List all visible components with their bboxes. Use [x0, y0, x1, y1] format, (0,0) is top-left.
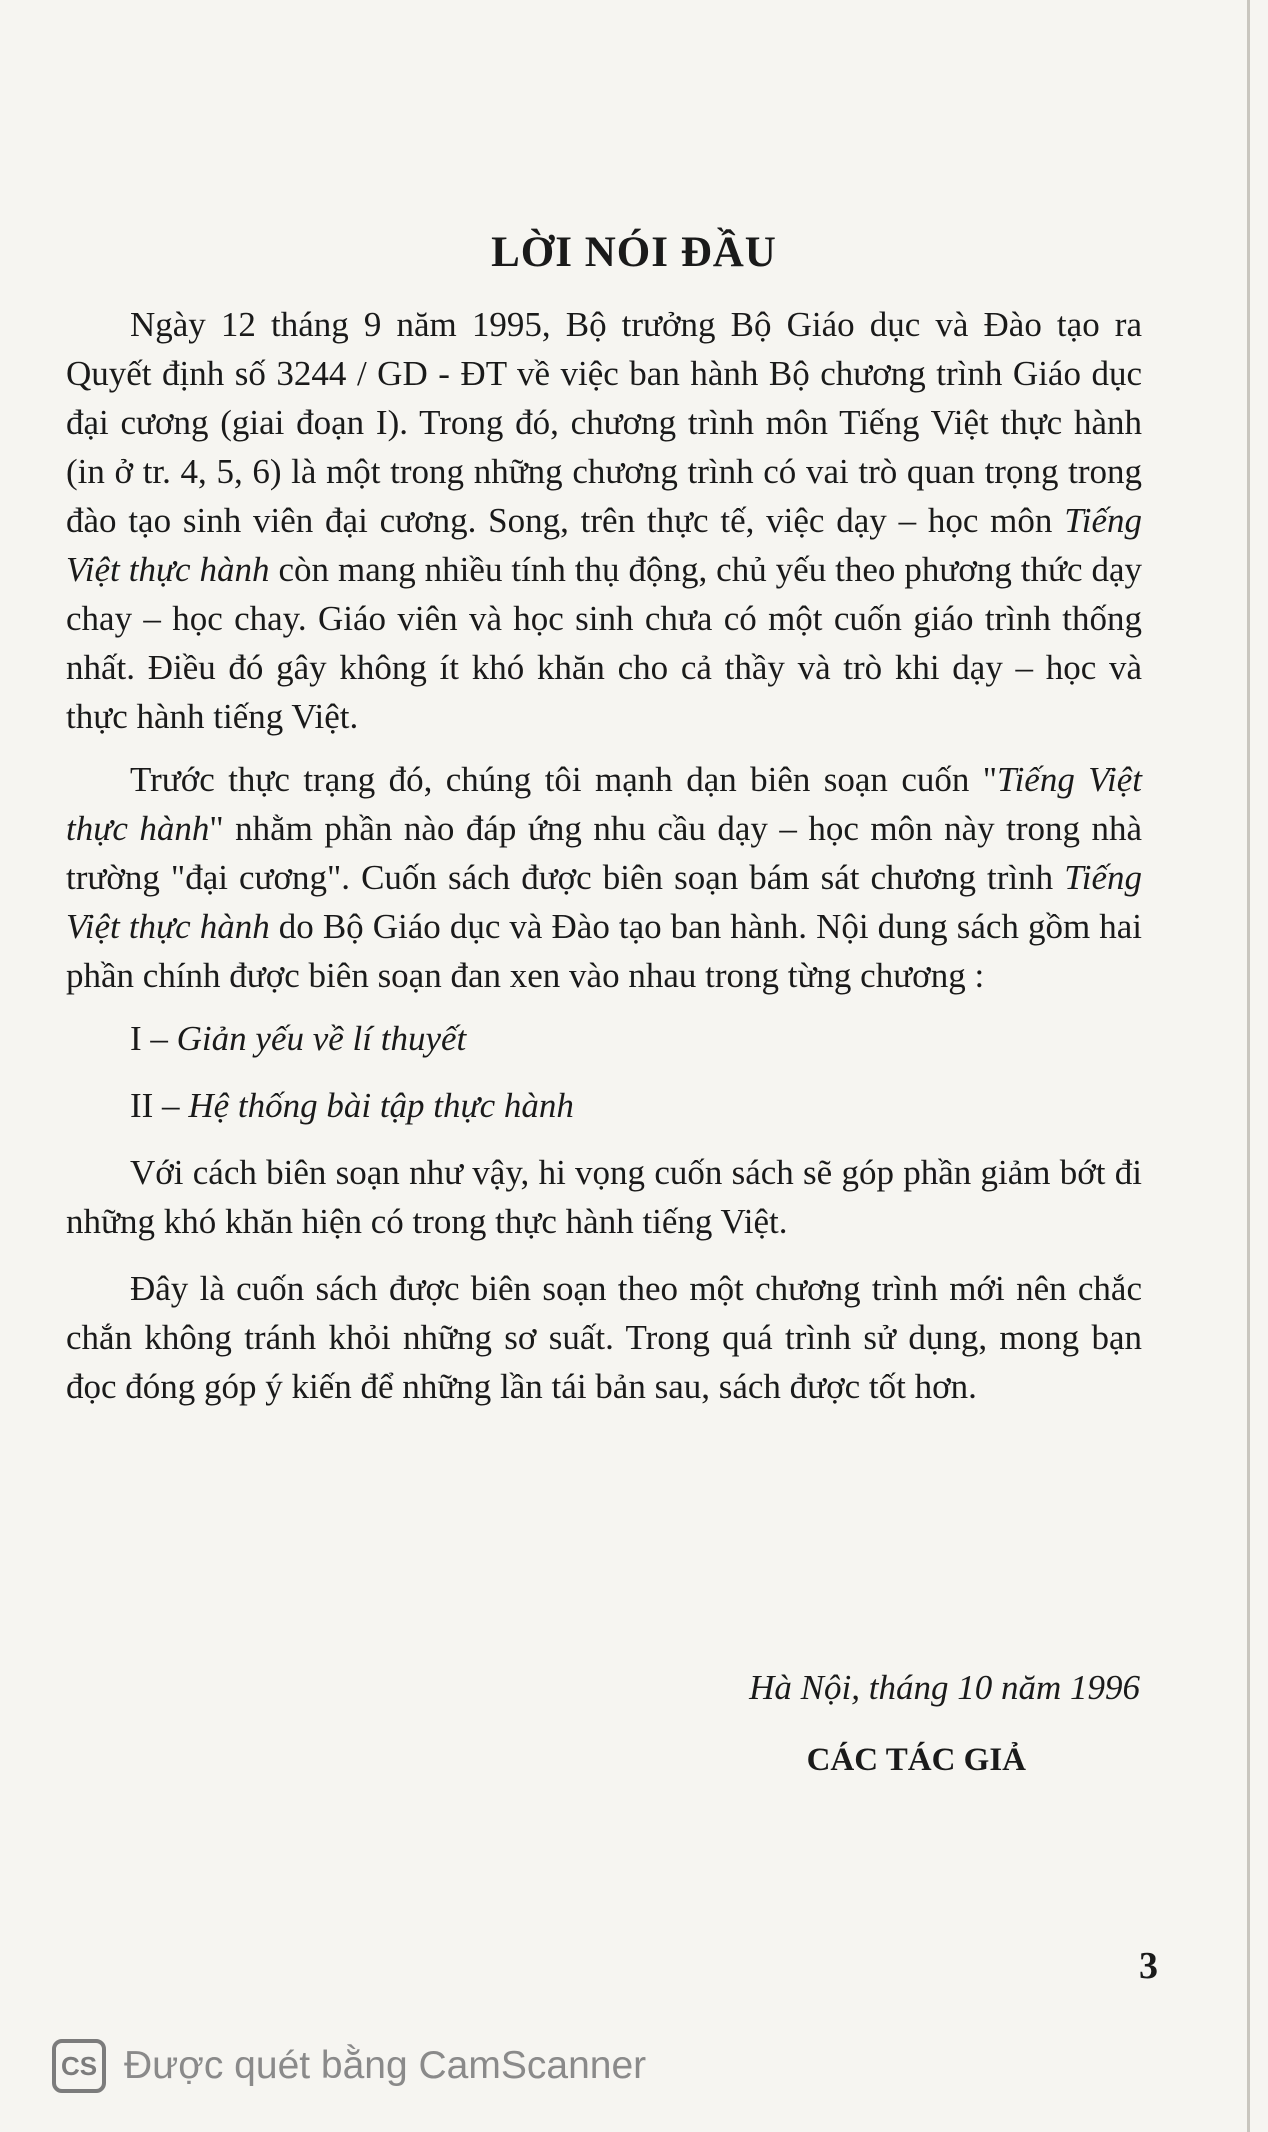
list-item-2 [66, 1081, 1142, 1130]
paragraph-2-part-5: do Bộ Giáo dục và Đào tạo ban hành. Nội dung sách gồm hai phần chính được biên soạn đan xen vào nhau trong từng chương : [66, 907, 1142, 995]
camscanner-logo-icon: CS [52, 2039, 106, 2093]
body-text [66, 300, 1142, 1429]
list-item-2-number: II – [130, 1086, 189, 1125]
page-number: 3 [1139, 1945, 1158, 1987]
paragraph-2-part-1: Trước thực trạng đó, chúng tôi mạnh dạn biên soạn cuốn " [130, 760, 998, 799]
paragraph-4: Đây là cuốn sách được biên soạn theo một chương trình mới nên chắc chắn không tránh khỏi những sơ suất. Trong quá trình sử dụng, mong bạn đọc đóng góp ý kiến để những lần tái bản sau, sách được tốt hơn. [66, 1269, 1142, 1406]
list-item-1 [66, 1014, 1142, 1063]
watermark-text: Được quét bằng CamScanner [124, 2044, 647, 2087]
paragraph-1 [66, 300, 1142, 741]
paragraph-1-part-3: còn mang nhiều tính thụ động, chủ yếu theo phương thức dạy chay – học chay. Giáo viên và học sinh chưa có một cuốn giáo trình thống nhất. Điều đó gây không ít khó khăn cho cả thầy và trò khi dạy – học và thực hành tiếng Việt. [66, 550, 1142, 736]
list-item-2-text: Hệ thống bài tập thực hành [188, 1086, 574, 1125]
camscanner-watermark [52, 2036, 646, 2096]
paragraph-2-book-title: Tiếng Việt thực hành [66, 760, 1142, 848]
paragraph-2 [66, 755, 1142, 1000]
list-item-1-text: Giản yếu về lí thuyết [176, 1019, 467, 1058]
page-edge [1247, 0, 1250, 2132]
paragraph-1-book-title: Tiếng Việt thực hành [66, 501, 1142, 589]
paragraph-2-program-title: Tiếng Việt thực hành [66, 858, 1142, 946]
paragraph-2-part-3: " nhằm phần nào đáp ứng nhu cầu dạy – học môn này trong nhà trường "đại cương". Cuốn sách được biên soạn bám sát chương trình [66, 809, 1142, 897]
paragraph-3: Với cách biên soạn như vậy, hi vọng cuốn sách sẽ góp phần giảm bớt đi những khó khăn hiện có trong thực hành tiếng Việt. [66, 1153, 1142, 1241]
signature: CÁC TÁC GIẢ [806, 1742, 1026, 1778]
dateline: Hà Nội, tháng 10 năm 1996 [749, 1668, 1140, 1707]
paragraph-1-part-1: Ngày 12 tháng 9 năm 1995, Bộ trưởng Bộ Giáo dục và Đào tạo ra Quyết định số 3244 / GD - ĐT về việc ban hành Bộ chương trình Giáo dục đại cương (giai đoạn I). Trong đó, chương trình môn Tiếng Việt thực hành (in ở tr. 4, 5, 6) là một trong những chương trình có vai trò quan trọng trong đào tạo sinh viên đại cương. Song, trên thực tế, việc dạy – học môn [66, 305, 1142, 540]
page-title: LỜI NÓI ĐẦU [491, 229, 777, 276]
list-item-1-number: I – [130, 1019, 177, 1058]
